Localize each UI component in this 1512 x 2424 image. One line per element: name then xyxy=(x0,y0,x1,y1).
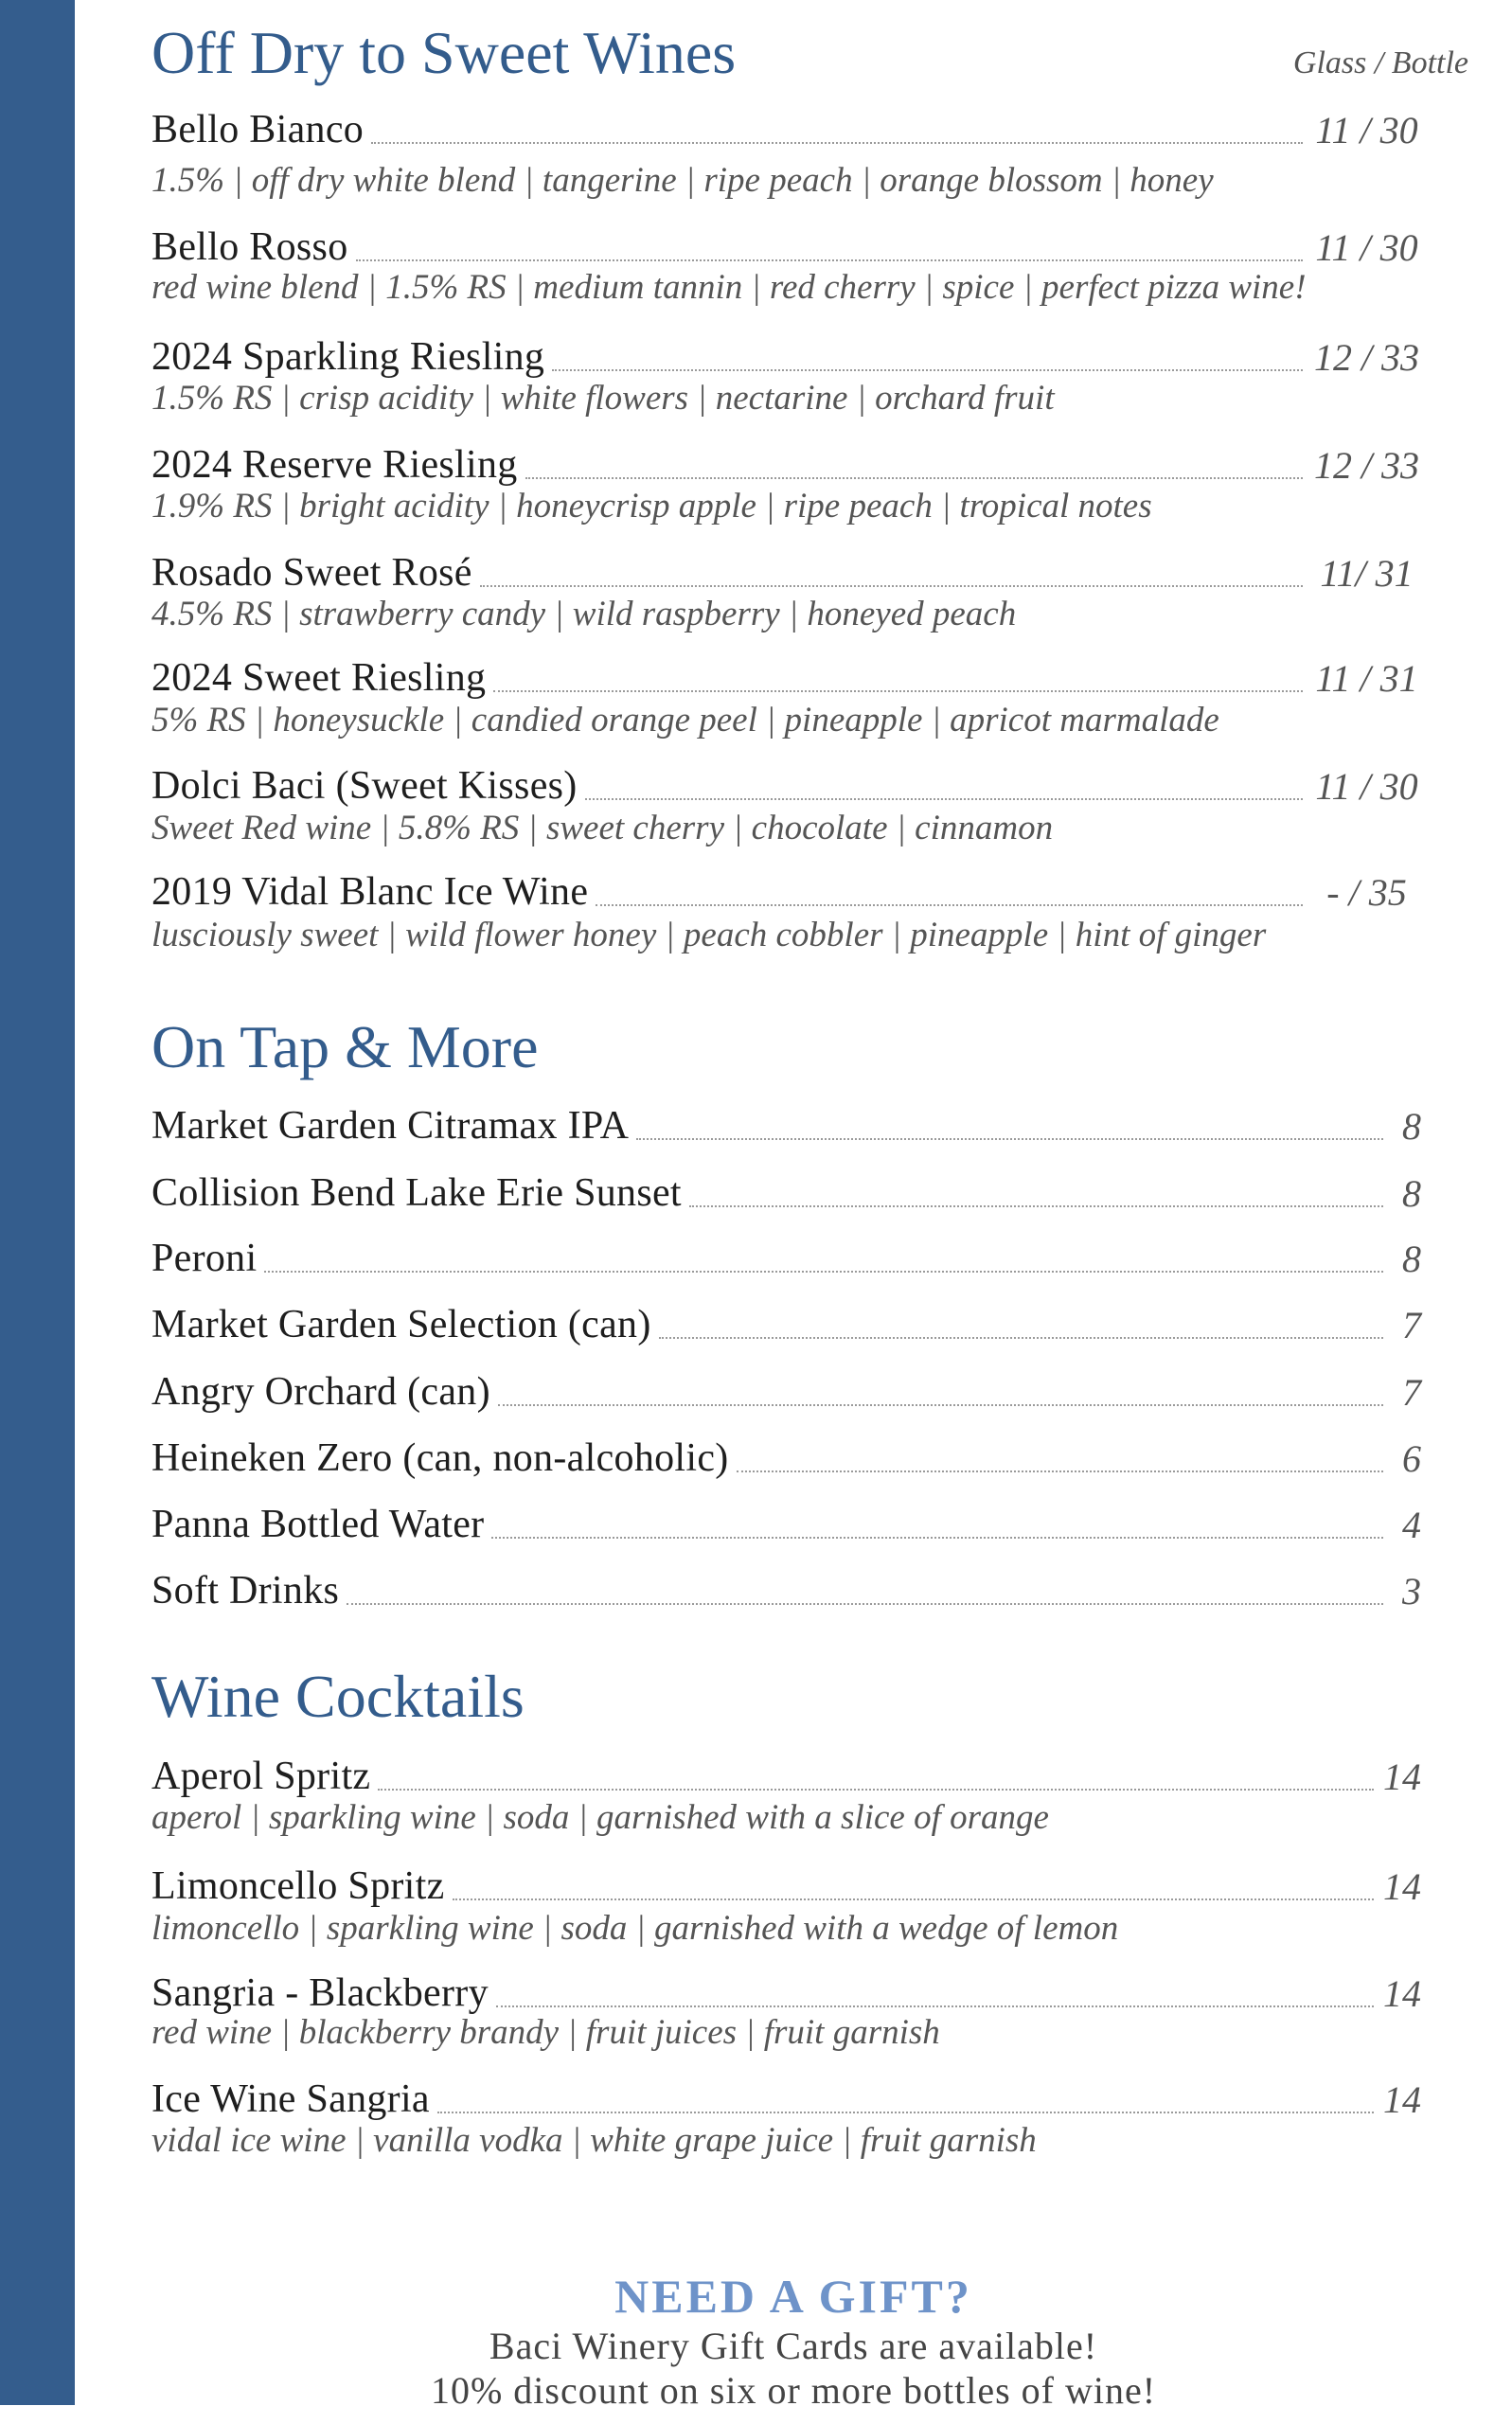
item-name: Market Garden Selection (can) xyxy=(151,1303,651,1346)
item-description: Sweet Red wine | 5.8% RS | sweet cherry | chocolate | cinnamon xyxy=(151,809,1054,847)
gift-card-note: Baci Winery Gift Cards are available! xyxy=(489,2325,1098,2367)
item-name: Rosado Sweet Rosé xyxy=(151,551,472,595)
item-description: lusciously sweet | wild flower honey | peach cobbler | pineapple | hint of ginger xyxy=(151,916,1267,954)
item-description: aperol | sparkling wine | soda | garnished with a slice of orange xyxy=(151,1798,1049,1837)
menu-item-wine xyxy=(151,220,1421,267)
item-price: 8 xyxy=(1402,1105,1421,1148)
item-price: 6 xyxy=(1402,1437,1421,1480)
item-price: 7 xyxy=(1402,1371,1421,1414)
item-name: 2024 Sweet Riesling xyxy=(151,656,487,700)
item-price: 8 xyxy=(1402,1238,1421,1280)
dotted-leader xyxy=(453,1898,1374,1900)
item-name: Ice Wine Sangria xyxy=(151,2077,430,2121)
item-price: 11 / 30 xyxy=(1315,226,1418,269)
menu-item-cocktail xyxy=(151,1859,1421,1906)
item-description: 5% RS | honeysuckle | candied orange peel | pineapple | apricot marmalade xyxy=(151,701,1219,740)
dotted-leader xyxy=(480,585,1303,587)
dotted-leader xyxy=(493,690,1303,692)
item-price: 11/ 31 xyxy=(1320,552,1414,595)
item-name: Angry Orchard (can) xyxy=(151,1370,490,1414)
item-name: Collision Bend Lake Erie Sunset xyxy=(151,1171,682,1215)
item-name: Limoncello Spritz xyxy=(151,1864,445,1908)
menu-item-drink xyxy=(151,1563,1421,1611)
dotted-leader xyxy=(585,798,1303,800)
dotted-leader xyxy=(347,1603,1383,1605)
dotted-leader xyxy=(371,142,1303,144)
dotted-leader xyxy=(596,904,1303,906)
item-price: 8 xyxy=(1402,1172,1421,1215)
item-description: limoncello | sparkling wine | soda | garnished with a wedge of lemon xyxy=(151,1909,1119,1948)
menu-item-drink xyxy=(151,1297,1421,1345)
item-name: Peroni xyxy=(151,1237,258,1280)
menu-item-cocktail xyxy=(151,1966,1421,2013)
item-name: Panna Bottled Water xyxy=(151,1503,485,1546)
dotted-leader xyxy=(437,2112,1374,2113)
item-price: 12 / 33 xyxy=(1313,336,1420,379)
dotted-leader xyxy=(659,1337,1383,1339)
dotted-leader xyxy=(525,477,1303,479)
gift-heading: NEED A GIFT? xyxy=(614,2270,972,2323)
section-title-wines: Off Dry to Sweet Wines xyxy=(151,19,737,86)
item-description: red wine | blackberry brandy | fruit juices | fruit garnish xyxy=(151,2013,940,2052)
item-price: 14 xyxy=(1383,1972,1421,2015)
item-price: 11 / 31 xyxy=(1315,657,1418,700)
dotted-leader xyxy=(737,1470,1383,1472)
item-description: 1.5% | off dry white blend | tangerine | ripe peach | orange blossom | honey xyxy=(151,161,1214,200)
section-title-on-tap: On Tap & More xyxy=(151,1013,539,1080)
item-name: Bello Bianco xyxy=(151,108,365,152)
item-name: Dolci Baci (Sweet Kisses) xyxy=(151,764,578,808)
item-price: 12 / 33 xyxy=(1313,444,1420,487)
dotted-leader xyxy=(496,2005,1374,2007)
menu-item-drink xyxy=(151,1098,1421,1146)
menu-item-wine xyxy=(151,864,1421,912)
menu-item-wine xyxy=(151,330,1421,377)
menu-item-drink xyxy=(151,1431,1421,1478)
dotted-leader xyxy=(378,1789,1374,1791)
item-name: 2024 Sparkling Riesling xyxy=(151,335,545,379)
item-name: Soft Drinks xyxy=(151,1569,340,1613)
dotted-leader xyxy=(636,1138,1383,1140)
dotted-leader xyxy=(356,259,1304,261)
item-price: 4 xyxy=(1402,1504,1421,1546)
item-description: vidal ice wine | vanilla vodka | white grape juice | fruit garnish xyxy=(151,2121,1037,2160)
menu-item-drink xyxy=(151,1231,1421,1278)
menu-item-cocktail xyxy=(151,2072,1421,2119)
menu-item-cocktail xyxy=(151,1749,1421,1796)
item-name: Heineken Zero (can, non-alcoholic) xyxy=(151,1436,729,1480)
menu-item-wine xyxy=(151,102,1421,150)
item-name: Bello Rosso xyxy=(151,225,348,269)
item-description: red wine blend | 1.5% RS | medium tannin | red cherry | spice | perfect pizza wine! xyxy=(151,268,1307,307)
item-price: 7 xyxy=(1402,1304,1421,1346)
item-name: 2024 Reserve Riesling xyxy=(151,443,518,487)
item-price: 14 xyxy=(1383,2078,1421,2121)
dotted-leader xyxy=(552,369,1303,371)
item-price: 11 / 30 xyxy=(1315,109,1418,152)
bulk-discount-note: 10% discount on six or more bottles of wine! xyxy=(430,2369,1157,2412)
menu-item-wine xyxy=(151,437,1421,485)
dotted-leader xyxy=(264,1271,1383,1273)
sidebar-accent-bar xyxy=(0,0,75,2405)
dotted-leader xyxy=(689,1205,1383,1207)
item-price: 11 / 30 xyxy=(1315,765,1418,808)
menu-item-wine xyxy=(151,651,1421,698)
item-name: Market Garden Citramax IPA xyxy=(151,1104,630,1148)
section-title-cocktails: Wine Cocktails xyxy=(151,1663,525,1730)
item-description: 1.9% RS | bright acidity | honeycrisp apple | ripe peach | tropical notes xyxy=(151,487,1152,526)
dotted-leader xyxy=(498,1404,1383,1406)
item-name: Aperol Spritz xyxy=(151,1755,371,1798)
menu-item-drink xyxy=(151,1364,1421,1412)
item-price: 14 xyxy=(1383,1756,1421,1798)
column-header-glass-bottle: Glass / Bottle xyxy=(1292,45,1468,80)
item-description: 1.5% RS | crisp acidity | white flowers | nectarine | orchard fruit xyxy=(151,379,1055,418)
item-name: Sangria - Blackberry xyxy=(151,1971,489,2015)
item-price: - / 35 xyxy=(1326,871,1407,914)
item-name: 2019 Vidal Blanc Ice Wine xyxy=(151,870,589,914)
menu-item-drink xyxy=(151,1497,1421,1544)
menu-item-drink xyxy=(151,1166,1421,1213)
menu-item-wine xyxy=(151,758,1421,806)
item-description: 4.5% RS | strawberry candy | wild raspberry | honeyed peach xyxy=(151,595,1017,633)
menu-item-wine xyxy=(151,545,1421,593)
item-price: 3 xyxy=(1402,1570,1421,1613)
dotted-leader xyxy=(491,1537,1383,1539)
item-price: 14 xyxy=(1383,1865,1421,1908)
